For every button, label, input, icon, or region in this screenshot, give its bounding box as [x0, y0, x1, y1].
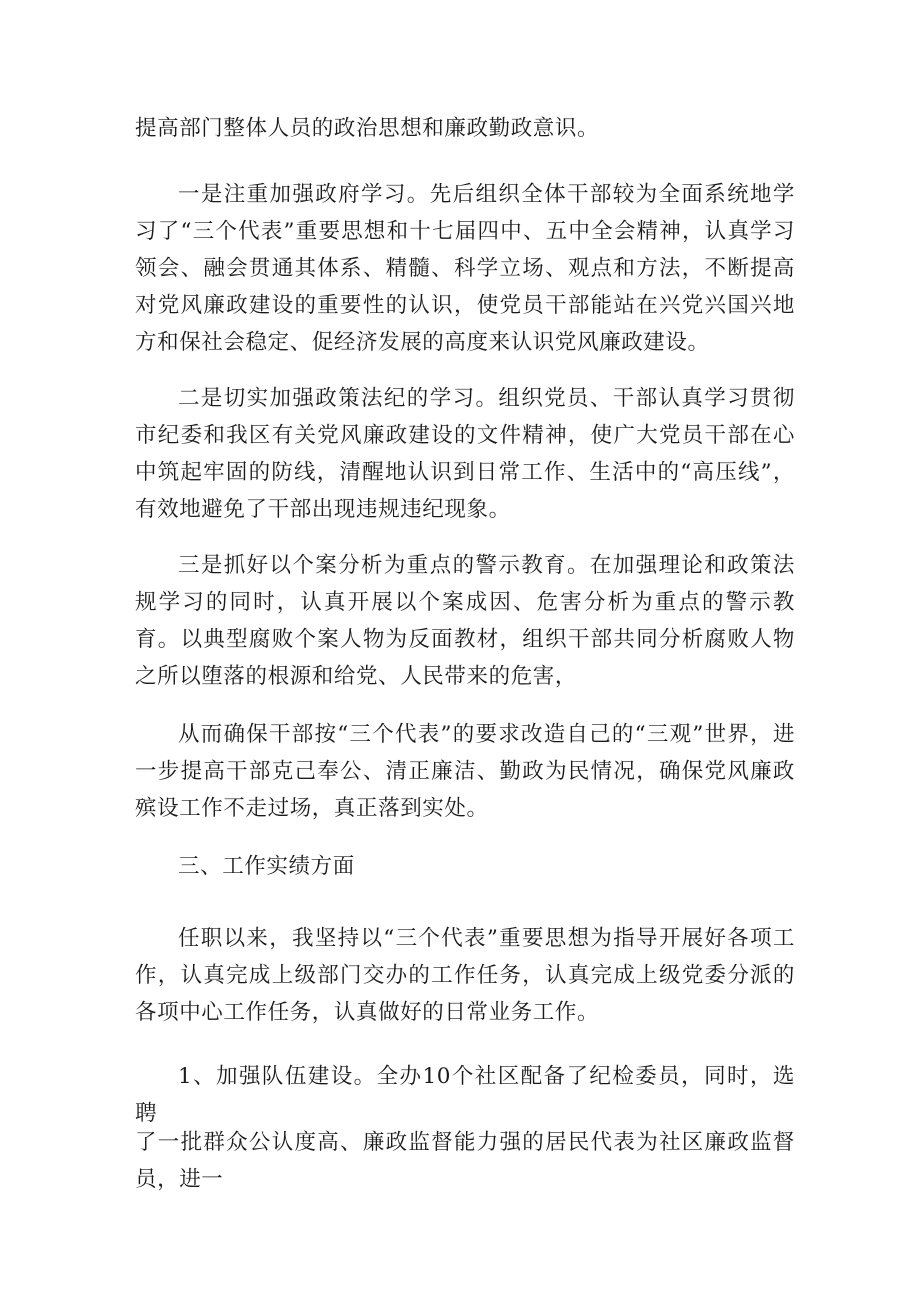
paragraph-team-building: 1、加强队伍建设。全办10个社区配备了纪检委员，同时，选聘 [135, 1064, 795, 1126]
paragraph-three-represents: 从而确保干部按“三个代表”的要求改造自己的“三观”世界，进一步提高干部克己奉公、清正廉洁、勤政为民情况，确保党风廉政殡设工作不走过场，真正落到实处。 [135, 722, 795, 821]
paragraph-policy-discipline: 二是切实加强政策法纪的学习。组织党员、干部认真学习贯彻市纪委和我区有关党风廉政建设的文件精神，使广大党员干部在心中筑起牢固的防线，清醒地认识到日常工作、生活中的“高压线”，有效地避免了干部出现违规违纪现象。 [135, 386, 795, 522]
paragraph-continuation: 提高部门整体人员的政治思想和廉政勤政意识。 [135, 116, 600, 141]
section-heading-work-performance: 三、工作实绩方面 [178, 854, 355, 879]
paragraph-supervisors: 了一批群众公认度高、廉政监督能力强的居民代表为社区廉政监督员，进一 [135, 1130, 795, 1192]
paragraph-tenure-summary: 任职以来，我坚持以“三个代表”重要思想为指导开展好各项工作，认真完成上级部门交办的工作任务，认真完成上级党委分派的各项中心工作任务，认真做好的日常业务工作。 [135, 926, 795, 1025]
paragraph-warning-education: 三是抓好以个案分析为重点的警示教育。在加强理论和政策法规学习的同时，认真开展以个案成因、危害分析为重点的警示教育。以典型腐败个案人物为反面教材，组织干部共同分析腐败人物之所以堕落的根源和给党、人民带来的危害， [135, 553, 795, 689]
paragraph-political-study: 一是注重加强政府学习。先后组织全体干部较为全面系统地学习了“三个代表”重要思想和十七届四中、五中全会精神，认真学习领会、融会贯通其体系、精髓、科学立场、观点和方法，不断提高对党风廉政建设的重要性的认识，使党员干部能站在兴党兴国兴地方和保社会稳定、促经济发展的高度来认识党风廉政建设。 [135, 182, 795, 355]
